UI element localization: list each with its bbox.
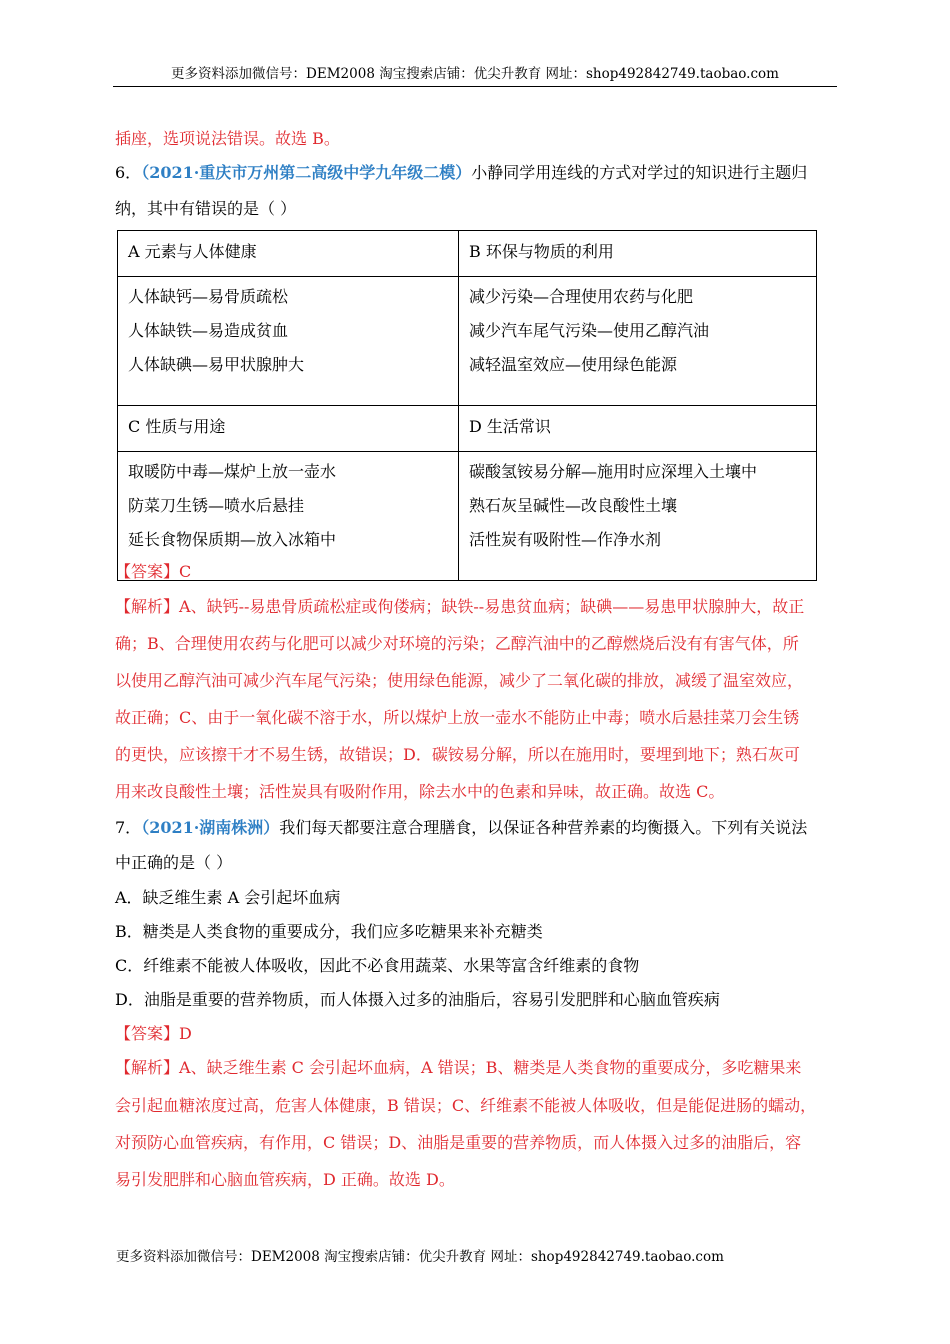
analysis-tag: 【解析】 xyxy=(115,597,180,616)
q7-answer xyxy=(115,1023,192,1045)
q7-option-b: B．糖类是人类食物的重要成分，我们应多吃糖果来补充糖类 xyxy=(115,922,543,941)
q7-option-d: D．油脂是重要的营养物质，而人体摄入过多的油脂后，容易引发肥胖和心脑血管疾病 xyxy=(115,990,720,1009)
table-d-line: 碳酸氢铵易分解—施用时应深埋入土壤中 xyxy=(469,462,758,481)
table-c-line: 防菜刀生锈—喷水后悬挂 xyxy=(128,496,305,515)
table-b-line: 减轻温室效应—使用绿色能源 xyxy=(469,355,678,374)
table-head-b: B 环保与物质的利用 xyxy=(459,231,817,277)
table-d-line: 熟石灰呈碱性—改良酸性土壤 xyxy=(469,496,678,515)
table-a-line: 人体缺钙—易骨质疏松 xyxy=(128,287,289,306)
q6-analysis-line: 的更快，应该擦干才不易生锈，故错误；D．碳铵易分解，所以在施用时，要埋到地下；熟石灰可 xyxy=(115,745,800,764)
q6-analysis-line: 用来改良酸性土壤；活性炭具有吸附作用，除去水中的色素和异味，故正确。故选 C。 xyxy=(115,782,725,801)
answer-tag: 【答案】 xyxy=(115,1024,180,1043)
prev-answer-tail: 插座，选项说法错误。故选 B。 xyxy=(115,129,340,148)
q7-analysis-line: 对预防心血管疾病，有作用，C 错误；D、油脂是重要的营养物质，而人体摄入过多的油脂后，容 xyxy=(115,1133,802,1152)
q7-stem-line2: 中正确的是（ ） xyxy=(115,853,233,872)
analysis-text: A、缺钙--易患骨质疏松症或佝偻病；缺铁--易患贫血病；缺碘——易患甲状腺肿大，故正 xyxy=(179,597,805,616)
analysis-tag: 【解析】 xyxy=(115,1058,180,1077)
q6-table xyxy=(117,230,817,581)
table-b-line: 减少污染—合理使用农药与化肥 xyxy=(469,287,694,306)
q6-number: 6． xyxy=(115,163,142,182)
q7-source: （2021·湖南株洲） xyxy=(141,818,280,837)
page-footer: 更多资料添加微信号：DEM2008 淘宝搜索店铺：优尖升教育 网址：shop492842749.taobao.com xyxy=(116,1249,724,1265)
table-cell-d xyxy=(459,452,817,581)
q7-option-a: A．缺乏维生素 A 会引起坏血病 xyxy=(115,888,341,907)
analysis-text: A、缺乏维生素 C 会引起坏血病，A 错误；B、糖类是人类食物的重要成分，多吃糖果来 xyxy=(179,1058,802,1077)
q6-source: （2021·重庆市万州第二高级中学九年级二模） xyxy=(141,163,472,182)
q6-answer xyxy=(115,561,191,583)
q7-option-c: C．纤维素不能被人体吸收，因此不必食用蔬菜、水果等富含纤维素的食物 xyxy=(115,956,640,975)
q7-analysis-line: 会引起血糖浓度过高，危害人体健康，B 错误；C、纤维素不能被人体吸收，但是能促进肠的蠕动， xyxy=(115,1096,817,1115)
table-cell-b xyxy=(459,277,817,406)
table-cell-a xyxy=(118,277,459,406)
q7-analysis-line: 易引发肥胖和心脑血管疾病，D 正确。故选 D。 xyxy=(115,1170,455,1189)
q7-stem-text: 我们每天都要注意合理膳食，以保证各种营养素的均衡摄入。下列有关说法 xyxy=(279,818,808,837)
table-c-line: 延长食物保质期—放入冰箱中 xyxy=(128,530,337,549)
q7-number: 7． xyxy=(115,818,142,837)
q6-analysis-line: 故正确；C、由于一氧化碳不溶于水，所以煤炉上放一壶水不能防止中毒；喷水后悬挂菜刀会生锈 xyxy=(115,708,800,727)
table-a-line: 人体缺碘—易甲状腺肿大 xyxy=(128,355,305,374)
table-head-d: D 生活常识 xyxy=(459,406,817,452)
table-d-line: 活性炭有吸附性—作净水剂 xyxy=(469,530,662,549)
table-a-line: 人体缺铁—易造成贫血 xyxy=(128,321,289,340)
answer-value: D xyxy=(179,1024,192,1043)
table-head-c: C 性质与用途 xyxy=(118,406,459,452)
page-header: 更多资料添加微信号：DEM2008 淘宝搜索店铺：优尖升教育 网址：shop492842749.taobao.com xyxy=(171,66,779,82)
q6-stem-line2: 纳，其中有错误的是（ ） xyxy=(115,199,297,218)
q6-stem-text: 小静同学用连线的方式对学过的知识进行主题归 xyxy=(471,163,808,182)
q6-analysis-line xyxy=(115,596,804,618)
table-head-a: A 元素与人体健康 xyxy=(118,231,459,277)
table-c-line: 取暖防中毒—煤炉上放一壶水 xyxy=(128,462,337,481)
answer-value: C xyxy=(179,562,192,581)
answer-tag: 【答案】 xyxy=(115,562,180,581)
q7-stem-line1 xyxy=(115,817,807,839)
q6-analysis-line: 确；B、合理使用农药与化肥可以减少对环境的污染；乙醇汽油中的乙醇燃烧后没有有害气体，所 xyxy=(115,634,799,653)
q6-analysis-line: 以使用乙醇汽油可减少汽车尾气污染；使用绿色能源，减少了二氧化碳的排放，减缓了温室效应， xyxy=(115,671,804,690)
q7-analysis-line xyxy=(115,1057,801,1079)
header-rule xyxy=(113,86,837,87)
table-b-line: 减少汽车尾气污染—使用乙醇汽油 xyxy=(469,321,710,340)
q6-stem-line1 xyxy=(115,162,807,184)
